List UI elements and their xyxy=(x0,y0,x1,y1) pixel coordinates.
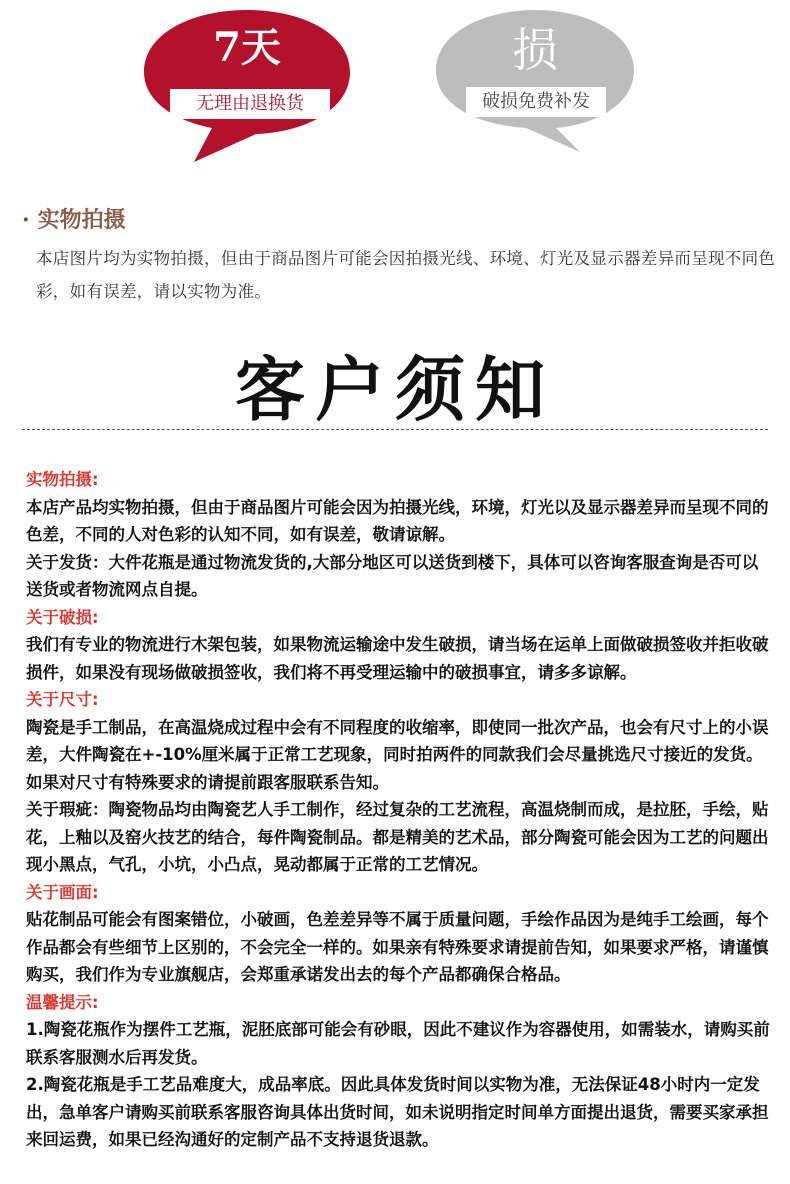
notice-paragraph: 关于瑕疵：陶瓷物品均由陶瓷艺人手工制作，经过复杂的工艺流程，高温烧制而成，是拉胚，手绘，贴花，上釉以及窑火技艺的结合，每件陶瓷制品。都是精美的艺术品，部分陶瓷可能会因为工艺的问题出现小黑点，气孔，小坑，小凸点，晃动都属于正常的工艺情况。 xyxy=(26,800,769,874)
bullet-icon: · xyxy=(22,207,30,233)
badge-sub-text: 破损免费补发 xyxy=(466,87,606,117)
divider xyxy=(22,429,768,430)
notice-heading: 关于破损: xyxy=(26,607,99,627)
section-body: 本店图片均为实物拍摄，但由于商品图片可能会因拍摄光线、环境、灯光及显示器差异而呈现不同色彩，如有误差，请以实物为准。 xyxy=(36,249,776,301)
notice-heading: 关于画面: xyxy=(26,882,99,902)
notice-paragraph: 陶瓷是手工制品，在高温烧成过程中会有不同程度的收缩率，即使同一批次产品，也会有尺寸上的小误差，大件陶瓷在+-10%厘米属于正常工艺现象，同时拍两件的同款我们会尽量挑选尺寸接近的发货。如果对尺寸有特殊要求的请提前跟客服联系告知。 xyxy=(26,717,769,792)
notice-paragraph: 贴花制品可能会有图案错位，小破画，色差差异等不属于质量问题，手绘作品因为是纯手工绘画，每个作品都会有些细节上区别的，不会完全一样的。如果亲有特殊要求请提前告知，如果要求严格，请谨慎购买，我们作为专业旗舰店，会郑重承诺发出去的每个产品都确保合格品。 xyxy=(26,910,769,984)
return-policy-badge xyxy=(138,6,356,166)
notice-paragraph: 我们有专业的物流进行木架包装，如果物流运输途中发生破损，请当场在运单上面做破损签收并拒收破损件，如果没有现场做破损签收，我们将不再受理运输中的破损事宜，请多多谅解。 xyxy=(26,635,769,682)
notice-paragraph: 本店产品均实物拍摄，但由于商品图片可能会因为拍摄光线，环境，灯光以及显示器差异而呈现不同的色差，不同的人对色彩的认知不同，如有误差，敬请谅解。 xyxy=(26,497,769,544)
notice-list xyxy=(26,466,774,1154)
damage-policy-badge xyxy=(430,6,640,156)
page-title: 客户须知 xyxy=(235,349,555,431)
notice-heading: 温馨提示: xyxy=(26,992,99,1012)
notice-paragraph: 关于发货：大件花瓶是通过物流发货的,大部分地区可以送货到楼下，具体可以咨询客服查询是否可以送货或者物流网点自提。 xyxy=(26,552,759,599)
badge-big-text: 7天 xyxy=(213,24,281,71)
badge-big-text: 损 xyxy=(512,23,558,77)
badge-sub-text: 无理由退换货 xyxy=(170,89,330,119)
section-title: · 实物拍摄 xyxy=(22,207,126,233)
notice-heading: 实物拍摄: xyxy=(26,470,99,489)
notice-paragraph: 2.陶瓷花瓶是手工艺品难度大，成品率底。因此具体发货时间以实物为准，无法保证48小时内一定发出，急单客户请购买前联系客服咨询具体出货时间，如未说明指定时间单方面提出退货，需要买家承担来回运费，如果已经沟通好的定制产品不支持退货退款。 xyxy=(26,1075,769,1149)
notice-paragraph: 1.陶瓷花瓶作为摆件工艺瓶，泥胚底部可能会有砂眼，因此不建议作为容器使用，如需装水，请购买前联系客服测水后再发货。 xyxy=(26,1020,770,1067)
notice-heading: 关于尺寸: xyxy=(26,690,99,709)
